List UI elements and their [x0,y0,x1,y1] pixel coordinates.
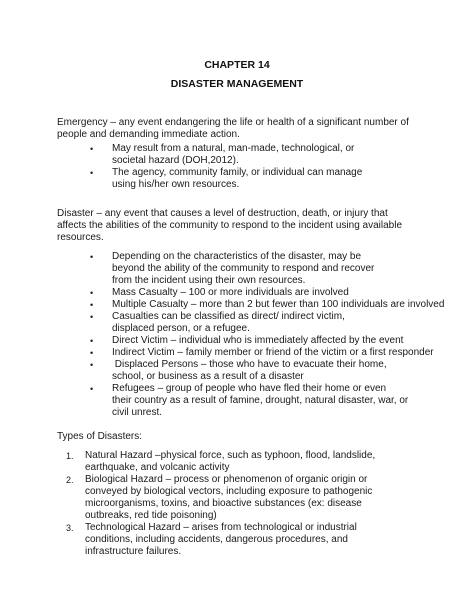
list-item-text: Refugees – group of people who have fled their home or even [112,383,387,394]
bullet-icon: • [90,144,94,154]
list-item [87,287,444,299]
list-item [66,522,375,558]
emergency-bullet-list [87,143,362,191]
list-number: 3. [66,523,74,533]
types-heading: Types of Disasters: [57,431,143,442]
list-item-text: conveyed by biological vectors, including exposure to pathogenic [85,486,373,497]
list-item [87,167,362,191]
list-item-text: microorganisms, toxins, and bioactive substances (ex: disease [85,498,362,509]
list-item [66,474,375,522]
list-item [87,383,444,419]
disaster-line: affects the abilities of the community to respond to the incident using available [57,220,403,231]
list-item-text: from the incident using their own resources. [112,275,306,286]
emergency-line: people and demanding immediate action. [57,129,240,140]
types-numbered-list [66,450,375,558]
bullet-icon: • [90,360,94,370]
list-item-text: outbreaks, red tide poisoning) [85,510,217,521]
list-item-text: beyond the ability of the community to respond and recover [112,263,375,274]
list-item-text: conditions, including accidents, dangerous procedures, and [85,534,348,545]
bullet-icon: • [90,288,94,298]
list-item [87,311,444,335]
list-item-text: using his/her own resources. [112,179,240,190]
list-item-text: The agency, community family, or individual can manage [112,167,363,178]
list-item-text: Natural Hazard –physical force, such as typhoon, flood, landslide, [85,450,376,461]
list-item-text: Biological Hazard – process or phenomenon of organic origin or [85,474,368,485]
bullet-icon: • [90,252,94,262]
disaster-line: Disaster – any event that causes a level of destruction, death, or injury that [57,208,388,219]
list-item-text: Direct Victim – individual who is immediately affected by the event [112,335,404,346]
list-item [87,143,362,167]
list-item-text: earthquake, and volcanic activity [85,462,230,473]
list-item [87,251,444,287]
disaster-bullet-list [87,251,444,419]
chapter-heading: CHAPTER 14 [204,59,270,71]
list-item-text: civil unrest. [112,407,163,418]
list-item-text: displaced person, or a refugee. [112,323,250,334]
list-item [87,335,444,347]
list-item-text: Multiple Casualty – more than 2 but fewer than 100 individuals are involved [112,299,445,310]
list-item-text: their country as a result of famine, drought, natural disaster, war, or [112,395,409,406]
chapter-title: DISASTER MANAGEMENT [170,78,304,90]
list-item-text: Casualties can be classified as direct/ indirect victim, [112,311,345,322]
emergency-line: Emergency – any event endangering the life or health of a significant number of [57,117,409,128]
list-item-text: infrastructure failures. [85,546,182,557]
bullet-icon: • [90,300,94,310]
list-item-text: Depending on the characteristics of the disaster, may be [112,251,362,262]
bullet-icon: • [90,348,94,358]
disaster-line: resources. [57,232,104,243]
list-item-text: Displaced Persons – those who have to evacuate their home, [112,359,387,370]
list-item [87,359,444,383]
list-number: 2. [66,475,74,485]
list-item [87,347,444,359]
list-item-text: school, or business as a result of a disaster [112,371,304,382]
list-item [87,299,444,311]
list-item-text: Indirect Victim – family member or friend of the victim or a first responder [112,347,434,358]
list-item [66,450,375,474]
list-number: 1. [66,451,74,461]
emergency-definition [57,117,457,141]
bullet-icon: • [90,384,94,394]
list-item-text: societal hazard (DOH,2012). [112,155,239,166]
bullet-icon: • [90,336,94,346]
bullet-icon: • [90,168,94,178]
list-item-text: Technological Hazard – arises from technological or industrial [85,522,357,533]
disaster-definition [57,208,457,244]
list-item-text: May result from a natural, man-made, technological, or [112,143,355,154]
bullet-icon: • [90,312,94,322]
list-item-text: Mass Casualty – 100 or more individuals are involved [112,287,349,298]
